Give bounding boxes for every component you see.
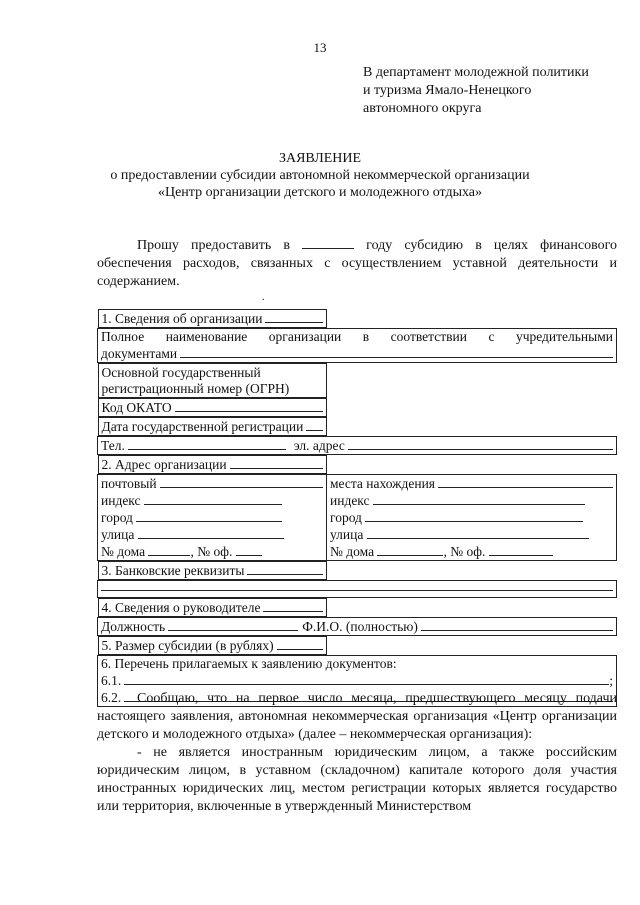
- reg-date-cell: [98, 417, 327, 436]
- street-label: улица: [101, 527, 135, 542]
- doc-item-label: 6.2.: [101, 690, 122, 705]
- section-bank-details: [98, 561, 327, 580]
- postal-office-blank: [236, 543, 262, 556]
- title-block: [0, 150, 640, 201]
- closing-paragraph: Сообщаю, что на первое число месяца, предшествующего месяцу подачи настоящего заявления, автономная некоммерческая организация «Центр организации детского и молодежного отдыха» (далее – некоммерческая организация):: [97, 691, 617, 742]
- section-heading: 4. Сведения о руководителе: [101, 600, 261, 615]
- section-heading: 1. Сведения об организации: [101, 311, 263, 326]
- subtitle-line: «Центр организации детского и молодежного отдыха»: [157, 185, 483, 200]
- page-number: 13: [313, 40, 327, 55]
- house-label: № дома: [330, 544, 375, 559]
- doc-item-blank: [124, 672, 609, 685]
- fio-blank: [421, 618, 613, 631]
- reg-date-label: Дата государственной регистрации: [101, 419, 304, 434]
- addressee-line: и туризма Ямало-Ненецкого: [363, 83, 532, 98]
- addressee-block: [363, 64, 633, 118]
- section-heading: 3. Банковские реквизиты: [101, 563, 245, 578]
- location-house-blank: [377, 543, 443, 556]
- doc-item-end: ;: [609, 673, 613, 688]
- city-label: город: [101, 510, 133, 525]
- bank-details-blank: [98, 581, 617, 598]
- addressee-line: автономного округа: [363, 101, 482, 116]
- index-label: индекс: [101, 493, 141, 508]
- closing-paragraph: - не является иностранным юридическим лицом, а также российским юридическим лицом, в уставном (складочном) капитале которого доля участия иностранных юридических лиц, местом регистрации которых является государство или территория, включенные в утвержденный Министерством: [97, 745, 617, 814]
- section-address: [98, 455, 327, 474]
- contacts-cell: [98, 437, 617, 455]
- position-blank: [168, 618, 298, 631]
- ogrn-label: Основной государственный регистрационный номер (ОГРН): [101, 365, 290, 396]
- addressee-line: В департамент молодежной политики: [363, 65, 589, 80]
- request-paragraph: [97, 236, 617, 291]
- subtitle-line: о предоставлении субсидии автономной некоммерческой организации: [110, 168, 530, 183]
- full-name-label: документами: [101, 346, 178, 361]
- location-office-blank: [489, 543, 553, 556]
- tel-label: Тел.: [101, 438, 125, 453]
- postal-house-blank: [148, 543, 190, 556]
- request-text: году субсидию в целях финансового обеспечения расходов, связанных с осуществлением уставной деятельности и содержанием.: [97, 238, 617, 289]
- doc-item-label: 6.1.: [101, 673, 122, 688]
- application-form-table: [97, 309, 617, 707]
- ogrn-cell: [98, 363, 327, 398]
- okato-blank: [175, 399, 323, 412]
- stray-dot: .: [262, 292, 265, 303]
- postal-city-blank: [136, 509, 282, 522]
- request-text: Прошу предоставить в: [137, 238, 290, 253]
- office-label: , № оф.: [190, 544, 233, 559]
- location-street-blank: [367, 526, 589, 539]
- office-label: , № оф.: [443, 544, 486, 559]
- street-label: улица: [330, 527, 364, 542]
- section-head-info: [98, 598, 327, 617]
- section-heading: 6. Перечень прилагаемых к заявлению документов:: [101, 656, 397, 671]
- postal-address-column: [98, 475, 327, 561]
- index-label: индекс: [330, 493, 370, 508]
- fio-label: Ф.И.О. (полностью): [302, 619, 418, 634]
- postal-index-blank: [144, 492, 282, 505]
- city-label: город: [330, 510, 362, 525]
- full-name-label: Полное наименование организации в соответствии с учредительными: [101, 329, 613, 344]
- okato-cell: [98, 398, 327, 417]
- postal-label: почтовый: [101, 476, 157, 491]
- section-organization-info: [98, 309, 327, 328]
- email-label: эл. адрес: [293, 438, 345, 453]
- section-subsidy-amount: [98, 636, 327, 655]
- email-blank: [348, 437, 613, 450]
- position-label: Должность: [101, 619, 166, 634]
- location-city-blank: [365, 509, 583, 522]
- section-heading: 5. Размер субсидии (в рублях): [101, 638, 274, 653]
- document-title: ЗАЯВЛЕНИЕ: [278, 151, 362, 166]
- full-name-blank: [180, 345, 613, 358]
- house-label: № дома: [101, 544, 146, 559]
- postal-street-blank: [138, 526, 284, 539]
- location-index-blank: [373, 492, 585, 505]
- year-blank: [302, 236, 354, 249]
- position-cell: [98, 618, 617, 636]
- tel-blank: [128, 437, 286, 450]
- location-label: места нахождения: [330, 476, 436, 491]
- section-heading: 2. Адрес организации: [101, 457, 227, 472]
- okato-label: Код ОКАТО: [101, 400, 172, 415]
- location-address-column: [327, 475, 617, 561]
- reg-date-blank: [306, 418, 322, 431]
- full-name-cell: [98, 329, 617, 363]
- closing-text: [97, 690, 617, 816]
